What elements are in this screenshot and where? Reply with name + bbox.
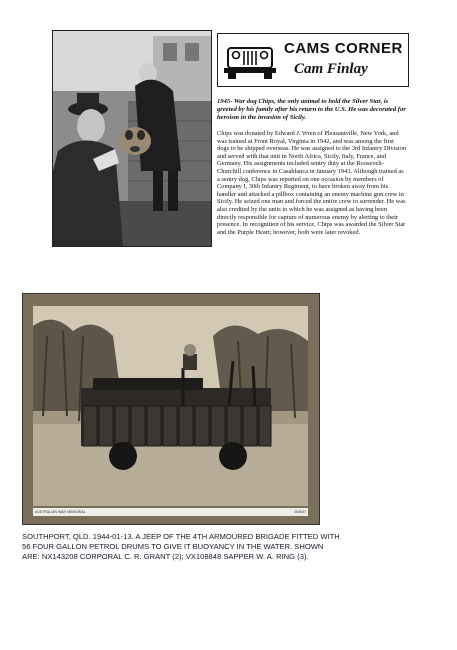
war-dog-photo bbox=[52, 30, 212, 247]
article-body: Chips was donated by Edward J. Wren of Pleasantville, New York, and was trained at Front Royal, Virginia in 1942, and was among the first dogs to be shipped overseas. He was assigned to the 3rd Infantry Division and served with that unit in North Africa, Sicily, Italy, France, and Germany. His assignments included sentry duty at the Roosevelt-Churchill conference in Casablanca in January 1943. Although trained as a sentry dog, Chips was reported on one occasion by members of Company I, 30th Infantry Regiment, to have broken away from his handler and attacked a pillbox containing an enemy machine gun crew in Sicily. He seized one man and forced the entire crew to surrender. He was also credited by the units to which he was assigned as having been directly responsible for capture of numerous enemy by alerting to their presence. In recognition of his service, Chips was awarded the Silver Star and the Purple Heart; however, both were later revoked. bbox=[217, 130, 407, 236]
jeep-front-icon bbox=[222, 38, 278, 85]
jeep-caption: SOUTHPORT, QLD. 1944-01-13. A JEEP OF THE 4TH ARMOURED BRIGADE FITTED WITH 56 FOUR GALLON PETROL DRUMS TO GIVE IT BUOYANCY IN THE WATER. SHOWN ARE: NX143208 CORPORAL C. R. GRANT (2); VX108848 SAPPER W. A. RING (3). bbox=[22, 532, 340, 561]
photo-credit: AUSTRALIAN WAR MEMORIAL bbox=[35, 510, 86, 514]
photo-credit-strip bbox=[33, 508, 308, 516]
jeep-photo bbox=[22, 293, 320, 525]
war-dog-caption: 1945- War dog Chips, the only animal to hold the Silver Star, is greeted by his family after his return to the U.S. He was decorated for heroism in the invasion of Sicily. bbox=[217, 98, 406, 122]
column-author: Cam Finlay bbox=[294, 61, 368, 77]
jeep-photo-image bbox=[33, 306, 308, 506]
column-title: CAMS CORNER bbox=[284, 40, 403, 57]
photo-accession-number: 063937 bbox=[294, 510, 306, 514]
war-dog-photo-image bbox=[53, 31, 211, 246]
masthead bbox=[217, 33, 409, 87]
